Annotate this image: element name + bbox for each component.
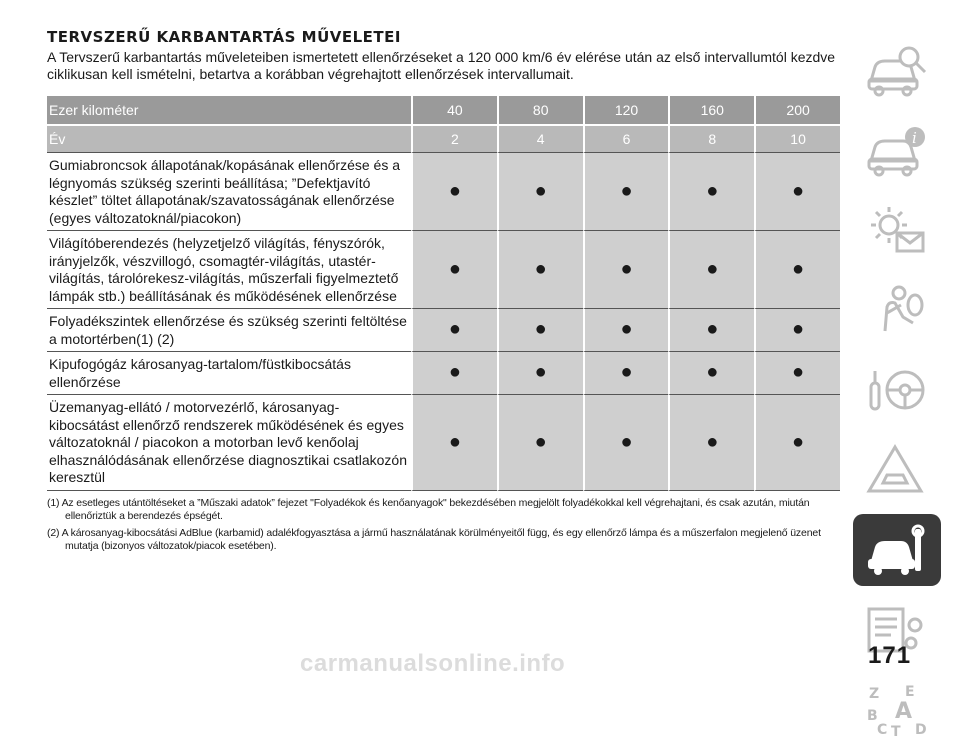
check-mark: ●: [668, 152, 754, 230]
km-header-row: [47, 96, 840, 124]
check-mark: ●: [668, 230, 754, 308]
footnote-2: (2) A károsanyag-kibocsátási AdBlue (karbamid) adalékfogyasztása a jármű használatának körülményeitől függ, és egy ellenőrző lámpa és a műszerfalon megjelenő üzenet mutatja (bizonyos változatok/piacok esetében).: [47, 526, 821, 552]
check-mark: ●: [411, 230, 497, 308]
year-header-row: [47, 124, 840, 152]
year-2: 2: [411, 124, 497, 152]
check-mark: ●: [754, 308, 840, 351]
footnotes: [47, 497, 840, 553]
year-10: 10: [754, 124, 840, 152]
car-service-tools-icon: [865, 523, 929, 577]
sidebar-tab-index[interactable]: [853, 674, 941, 746]
check-mark: ●: [497, 230, 583, 308]
check-mark: ●: [754, 230, 840, 308]
row-text: Gumiabroncsok állapotának/kopásának ellenőrzése és a légnyomás szükség szerinti beállítása; ”Defektjavító készlet” töltet állapotának/szavatosságának ellenőrzése (egyes változatoknál/piacokon): [47, 152, 411, 230]
index-letter: Z: [869, 686, 880, 702]
alphabet-index-icon: [865, 682, 929, 738]
table-row: [47, 152, 840, 230]
sidebar-tab-airbag-seat[interactable]: [853, 274, 941, 346]
key-steering-wheel-icon: [865, 363, 929, 417]
index-letter: T: [891, 724, 901, 738]
km-200: 200: [754, 96, 840, 124]
footnote-1: (1) Az esetleges utántöltéseket a ”Műszaki adatok” fejezet "Folyadékok és kenőanyagok" bekezdésében megjelölt folyadékokkal kell végrehajtani, és csak azután, miután ellenőriztük a berendezés épségét.: [47, 496, 810, 522]
check-mark: ●: [497, 351, 583, 394]
index-letter: A: [895, 699, 913, 724]
check-mark: ●: [411, 308, 497, 351]
row-text: Üzemanyag-ellátó / motorvezérlő, károsanyag-kibocsátást ellenőrző rendszerek működésének és egyes változatoknál / piacokon a motorban levő kenőolaj elhasználódásának ellenőrzése diagnosztikai csatlakozón keresztül: [47, 394, 411, 491]
car-info-icon: [865, 123, 929, 177]
sidebar-tab-car-search[interactable]: [853, 34, 941, 106]
watermark: carmanualsonline.info: [300, 650, 566, 677]
warning-lights-message-icon: [865, 203, 929, 257]
sidebar-tab-car-service[interactable]: [853, 514, 941, 586]
check-mark: ●: [668, 394, 754, 491]
intro-paragraph: A Tervszerű karbantartás műveleteiben ismertetett ellenőrzéseket a 120 000 km/6 év elérése után az első intervallumtól kezdve ciklikusan kell ismételni, betartva a korábban végrehajtott ellenőrzések intervallumait.: [47, 49, 836, 82]
km-40: 40: [411, 96, 497, 124]
check-mark: ●: [497, 394, 583, 491]
index-letter: C: [877, 722, 888, 738]
km-160: 160: [668, 96, 754, 124]
index-letter: E: [905, 684, 915, 700]
check-mark: ●: [411, 152, 497, 230]
row-text: Folyadékszintek ellenőrzése és szükség szerinti feltöltése a motortérben(1) (2): [47, 308, 411, 351]
check-mark: ●: [754, 152, 840, 230]
page-number: 171: [868, 642, 912, 669]
km-80: 80: [497, 96, 583, 124]
year-4: 4: [497, 124, 583, 152]
check-mark: ●: [754, 351, 840, 394]
check-mark: ●: [668, 351, 754, 394]
km-120: 120: [583, 96, 669, 124]
check-mark: ●: [583, 308, 669, 351]
km-header-label: Ezer kilométer: [47, 96, 411, 124]
car-search-icon: [865, 43, 929, 97]
year-6: 6: [583, 124, 669, 152]
check-mark: ●: [411, 351, 497, 394]
check-mark: ●: [497, 152, 583, 230]
index-letter: D: [915, 722, 927, 738]
sidebar-tab-car-info[interactable]: [853, 114, 941, 186]
maintenance-table: [47, 96, 840, 491]
row-text: Kipufogógáz károsanyag-tartalom/füstkibocsátás ellenőrzése: [47, 351, 411, 394]
year-8: 8: [668, 124, 754, 152]
airbag-seat-icon: [865, 283, 929, 337]
sidebar-tab-warning-triangle[interactable]: [853, 434, 941, 506]
table-row: [47, 394, 840, 491]
row-text: Világítóberendezés (helyzetjelző világítás, fényszórók, irányjelzők, vészvillogó, csomagtér-világítás, utastér-világítás, tárolórekesz-világítás, műszerfali figyelmeztető lámpák stb.) beállításának és működésének ellenőrzése: [47, 230, 411, 308]
check-mark: ●: [497, 308, 583, 351]
check-mark: ●: [668, 308, 754, 351]
check-mark: ●: [583, 351, 669, 394]
table-row: [47, 230, 840, 308]
check-mark: ●: [583, 230, 669, 308]
table-row: [47, 351, 840, 394]
svg-text:i: i: [912, 129, 917, 147]
index-letter: B: [867, 708, 878, 724]
check-mark: ●: [754, 394, 840, 491]
check-mark: ●: [583, 394, 669, 491]
year-header-label: Év: [47, 124, 411, 152]
sidebar-tab-warning-lights[interactable]: [853, 194, 941, 266]
check-mark: ●: [583, 152, 669, 230]
page-title: TERVSZERŰ KARBANTARTÁS MŰVELETEI: [47, 28, 401, 46]
warning-triangle-car-icon: [865, 443, 929, 497]
main-content: [47, 28, 840, 557]
sidebar-tab-key-steering[interactable]: [853, 354, 941, 426]
check-mark: ●: [411, 394, 497, 491]
table-row: [47, 308, 840, 351]
